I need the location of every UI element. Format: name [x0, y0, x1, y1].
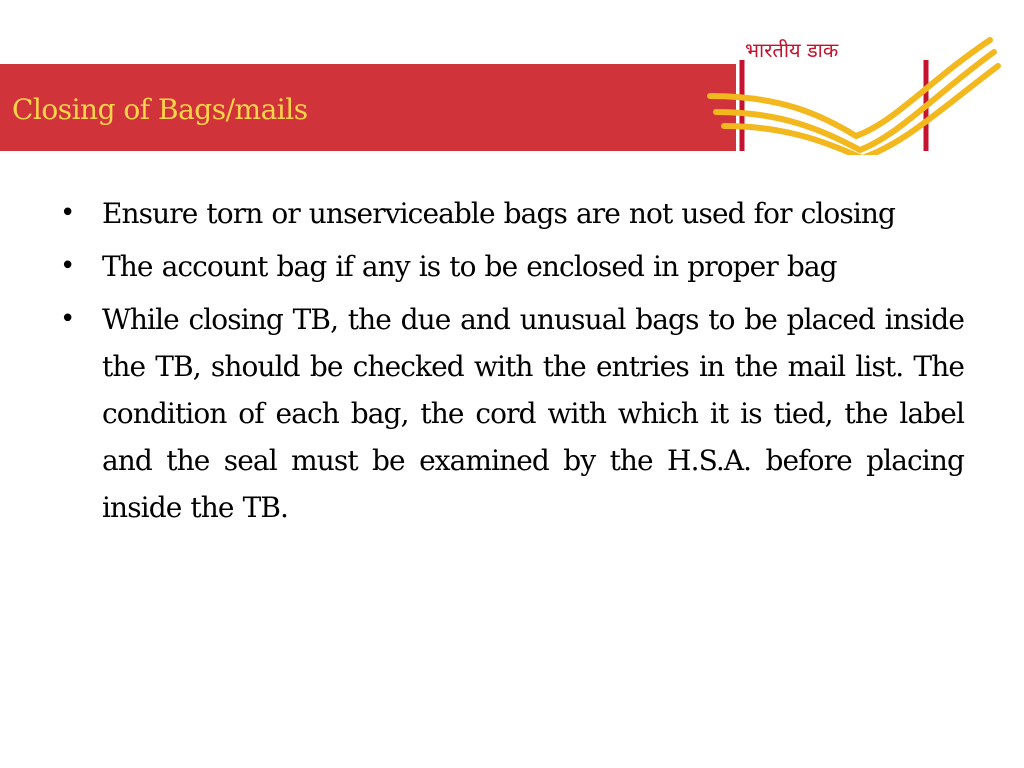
bullet-dot-icon: • — [60, 251, 75, 281]
bullet-item — [60, 296, 964, 531]
india-post-logo-icon — [690, 30, 1010, 155]
bullet-dot-icon: • — [60, 304, 75, 334]
slide-title: Closing of Bags/mails — [12, 93, 308, 126]
bullet-item — [60, 243, 964, 290]
bullet-item — [60, 190, 964, 237]
bullet-text: Ensure torn or unserviceable bags are not used for closing — [102, 197, 896, 230]
bullet-list — [60, 190, 964, 537]
bullet-text: While closing TB, the due and unusual bags to be placed inside the TB, should be checked with the entries in the mail list. The condition of each bag, the cord with which it is tied, the label and the seal must be examined by the H.S.A. before placing inside the TB. — [102, 303, 964, 524]
bullet-dot-icon: • — [60, 198, 75, 228]
logo-text: भारतीय डाक — [745, 38, 839, 62]
bullet-text: The account bag if any is to be enclosed in proper bag — [102, 250, 837, 283]
